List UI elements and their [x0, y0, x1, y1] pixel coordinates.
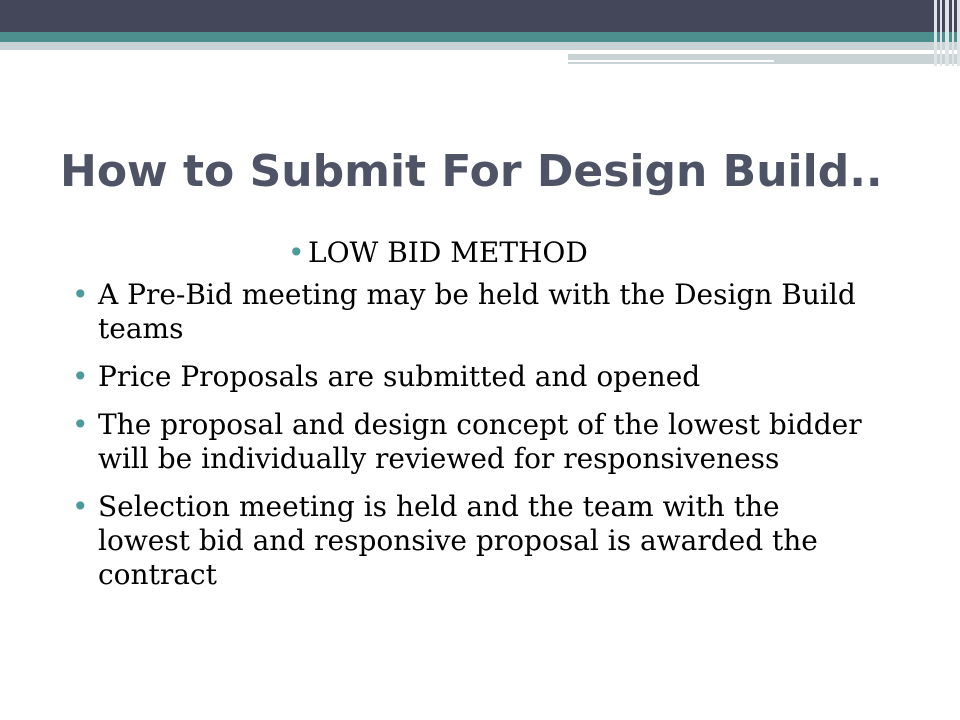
bullet-list: [72, 236, 872, 606]
bullet-text: Price Proposals are submitted and opened: [98, 360, 701, 393]
header-vertical-bars: [932, 0, 960, 66]
bullet-text: Selection meeting is held and the team with the lowest bid and responsive proposal is awarded the contract: [98, 490, 818, 591]
header-band-grey-secondary: [568, 54, 960, 64]
bullet-dot-icon: •: [72, 408, 89, 441]
header-band-dark: [0, 0, 960, 32]
bullet-dot-icon: •: [72, 490, 89, 523]
bullet-dot-icon: •: [72, 278, 89, 311]
bullet-text: A Pre-Bid meeting may be held with the Design Build teams: [98, 278, 856, 345]
bullet-item: [288, 236, 872, 270]
bullet-item: [72, 360, 872, 394]
bullet-text: The proposal and design concept of the lowest bidder will be individually reviewed for responsiveness: [98, 408, 862, 475]
bullet-item: [72, 408, 872, 476]
bullet-dot-icon: •: [72, 360, 89, 393]
slide-title: How to Submit For Design Build..: [60, 146, 883, 197]
header-band-grey: [0, 42, 960, 50]
header-accent-line-secondary: [568, 60, 774, 62]
header-band-teal: [0, 32, 960, 42]
bullet-text: LOW BID METHOD: [308, 236, 588, 269]
bullet-item: [72, 490, 872, 592]
bullet-item: [72, 278, 872, 346]
bullet-dot-icon: •: [288, 236, 305, 269]
